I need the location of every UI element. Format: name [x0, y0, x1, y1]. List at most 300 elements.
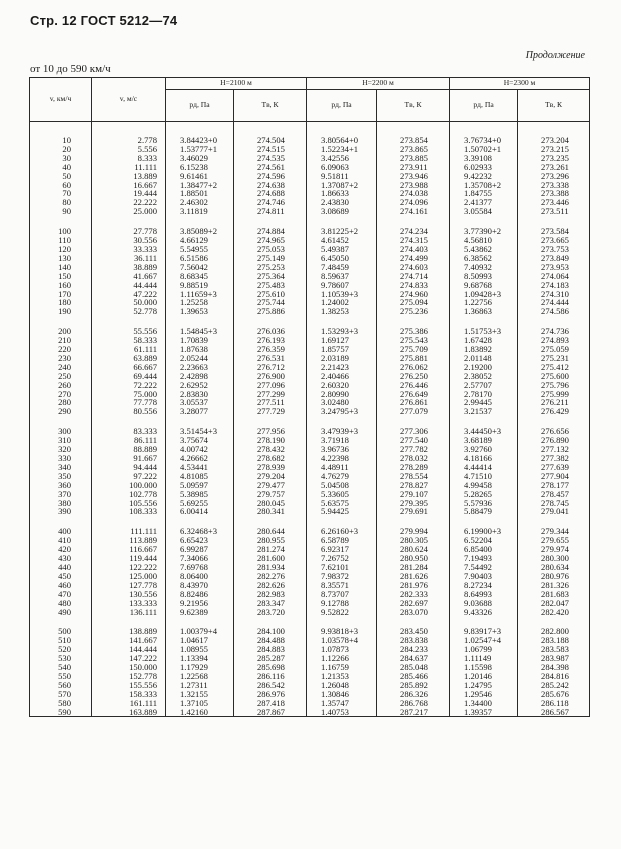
- table-cell: 6.85400: [450, 545, 518, 554]
- table-cell: 286.976: [234, 690, 307, 699]
- table-cell: 3.47939+3: [307, 427, 377, 436]
- table-cell: 1.12266: [307, 654, 377, 663]
- table-cell: 90: [30, 207, 92, 216]
- table-cell: 277.511: [234, 398, 307, 407]
- table-cell: 9.21956: [166, 599, 234, 608]
- table-cell: 1.22568: [166, 672, 234, 681]
- table-cell: 38.889: [92, 263, 166, 272]
- table-cell: 7.48459: [307, 263, 377, 272]
- table-cell: 2.43830: [307, 198, 377, 207]
- table-cell: 274.736: [518, 327, 590, 336]
- table-cell: 6.15238: [166, 163, 234, 172]
- table-cell: 140: [30, 263, 92, 272]
- table-cell: 280: [30, 398, 92, 407]
- table-cell: 274.234: [377, 227, 450, 236]
- table-cell: 5.57936: [450, 499, 518, 508]
- table-cell: 283.838: [377, 636, 450, 645]
- table-cell: 3.85089+2: [166, 227, 234, 236]
- table-cell: 273.584: [518, 227, 590, 236]
- table-cell: 274.596: [234, 172, 307, 181]
- table-cell: 6.51586: [166, 254, 234, 263]
- table-cell: 280.624: [377, 545, 450, 554]
- table-cell: 116.667: [92, 545, 166, 554]
- table-cell: 520: [30, 645, 92, 654]
- table-cell: 286.116: [234, 672, 307, 681]
- table-cell: 58.333: [92, 336, 166, 345]
- table-cell: 281.683: [518, 590, 590, 599]
- table-cell: 4.61452: [307, 236, 377, 245]
- table-cell: 530: [30, 654, 92, 663]
- table-row: [30, 145, 590, 154]
- table-cell: 7.40932: [450, 263, 518, 272]
- table-cell: 4.48911: [307, 463, 377, 472]
- table-cell: 9.88519: [166, 281, 234, 290]
- table-cell: 1.83892: [450, 345, 518, 354]
- table-cell: 275.253: [234, 263, 307, 272]
- table-cell: 2.46302: [166, 198, 234, 207]
- table-cell: 2.60320: [307, 381, 377, 390]
- table-row: [30, 445, 590, 454]
- table-cell: 276.890: [518, 436, 590, 445]
- table-cell: 274.310: [518, 290, 590, 299]
- table-cell: 282.983: [234, 590, 307, 599]
- table-cell: 460: [30, 581, 92, 590]
- table-cell: 8.68345: [166, 272, 234, 281]
- table-cell: 282.047: [518, 599, 590, 608]
- table-cell: 8.50993: [450, 272, 518, 281]
- table-cell: 1.22756: [450, 298, 518, 307]
- table-row: [30, 272, 590, 281]
- table-cell: 273.865: [377, 145, 450, 154]
- table-cell: 590: [30, 708, 92, 717]
- table-cell: 274.515: [234, 145, 307, 154]
- table-cell: 7.26752: [307, 554, 377, 563]
- table-cell: 250: [30, 372, 92, 381]
- table-cell: 60: [30, 181, 92, 190]
- table-cell: 41.667: [92, 272, 166, 281]
- table-cell: 1.26048: [307, 681, 377, 690]
- col-header-temperature: Tв, К: [518, 90, 590, 122]
- table-row: [30, 381, 590, 390]
- table-cell: 2.57707: [450, 381, 518, 390]
- table-cell: 7.90403: [450, 572, 518, 581]
- table-row: [30, 227, 590, 236]
- table-cell: 1.11149: [450, 654, 518, 663]
- table-cell: 72.222: [92, 381, 166, 390]
- table-cell: 2.40466: [307, 372, 377, 381]
- table-cell: 278.554: [377, 472, 450, 481]
- table-cell: 5.63575: [307, 499, 377, 508]
- table-cell: 275.094: [377, 298, 450, 307]
- table-cell: 5.54955: [166, 245, 234, 254]
- table-cell: 277.079: [377, 407, 450, 416]
- table-cell: 274.161: [377, 207, 450, 216]
- table-cell: 6.09063: [307, 163, 377, 172]
- table-cell: 2.03189: [307, 354, 377, 363]
- table-cell: 560: [30, 681, 92, 690]
- table-cell: 276.649: [377, 390, 450, 399]
- table-cell: 155.556: [92, 681, 166, 690]
- table-cell: 275.744: [234, 298, 307, 307]
- table-cell: 9.62389: [166, 608, 234, 617]
- table-cell: 11.111: [92, 163, 166, 172]
- table-cell: 273.946: [377, 172, 450, 181]
- table-cell: 1.52234+1: [307, 145, 377, 154]
- table-cell: 230: [30, 354, 92, 363]
- table-row: [30, 590, 590, 599]
- table-cell: 273.953: [518, 263, 590, 272]
- table-cell: 220: [30, 345, 92, 354]
- table-cell: 47.222: [92, 290, 166, 299]
- table-cell: 282.420: [518, 608, 590, 617]
- table-cell: 2.83830: [166, 390, 234, 399]
- table-row: [30, 581, 590, 590]
- table-cell: 273.854: [377, 122, 450, 145]
- table-cell: 286.567: [518, 708, 590, 717]
- table-row: [30, 454, 590, 463]
- table-cell: 330: [30, 454, 92, 463]
- table-cell: 94.444: [92, 463, 166, 472]
- table-cell: 283.720: [234, 608, 307, 617]
- group-spacer: [30, 616, 590, 627]
- table-cell: 279.041: [518, 507, 590, 516]
- table-cell: 275.386: [377, 327, 450, 336]
- table-cell: 277.132: [518, 445, 590, 454]
- table-cell: 274.586: [518, 307, 590, 316]
- table-cell: 130: [30, 254, 92, 263]
- table-cell: 278.289: [377, 463, 450, 472]
- table-cell: 1.07873: [307, 645, 377, 654]
- table-cell: 276.531: [234, 354, 307, 363]
- table-cell: 22.222: [92, 198, 166, 207]
- table-cell: 170: [30, 290, 92, 299]
- table-row: [30, 554, 590, 563]
- table-row: [30, 398, 590, 407]
- table-cell: 320: [30, 445, 92, 454]
- table-row: [30, 627, 590, 636]
- table-row: [30, 490, 590, 499]
- table-cell: 1.08955: [166, 645, 234, 654]
- table-cell: 3.28077: [166, 407, 234, 416]
- table-cell: 275.600: [518, 372, 590, 381]
- table-cell: 9.61461: [166, 172, 234, 181]
- table-cell: 5.88479: [450, 507, 518, 516]
- table-cell: 283.188: [518, 636, 590, 645]
- table-cell: 9.68768: [450, 281, 518, 290]
- table-cell: 1.88501: [166, 189, 234, 198]
- table-cell: 281.626: [377, 572, 450, 581]
- table-cell: 1.37087+2: [307, 181, 377, 190]
- table-cell: 270: [30, 390, 92, 399]
- table-cell: 287.418: [234, 699, 307, 708]
- table-cell: 7.19493: [450, 554, 518, 563]
- table-cell: 277.306: [377, 427, 450, 436]
- table-cell: 1.04617: [166, 636, 234, 645]
- table-cell: 274.096: [377, 198, 450, 207]
- table-cell: 3.02480: [307, 398, 377, 407]
- table-cell: 5.49387: [307, 245, 377, 254]
- table-cell: 16.667: [92, 181, 166, 190]
- table-cell: 2.99445: [450, 398, 518, 407]
- table-cell: 4.00742: [166, 445, 234, 454]
- table-cell: 274.183: [518, 281, 590, 290]
- table-cell: 282.800: [518, 627, 590, 636]
- table-cell: 279.994: [377, 527, 450, 536]
- group-spacer: [30, 516, 590, 527]
- table-cell: 273.235: [518, 154, 590, 163]
- table-cell: 141.667: [92, 636, 166, 645]
- col-header-temperature: Tв, К: [377, 90, 450, 122]
- table-cell: 8.27234: [450, 581, 518, 590]
- table-cell: 283.450: [377, 627, 450, 636]
- table-cell: 1.87638: [166, 345, 234, 354]
- table-row: [30, 372, 590, 381]
- table-cell: 9.78607: [307, 281, 377, 290]
- table-cell: 105.556: [92, 499, 166, 508]
- table-cell: 4.22398: [307, 454, 377, 463]
- table-cell: 4.53441: [166, 463, 234, 472]
- table-cell: 1.03578+4: [307, 636, 377, 645]
- table-cell: 280.976: [518, 572, 590, 581]
- table-cell: 150.000: [92, 663, 166, 672]
- table-cell: 8.43970: [166, 581, 234, 590]
- table-cell: 285.466: [377, 672, 450, 681]
- table-cell: 9.43326: [450, 608, 518, 617]
- group-spacer: [30, 416, 590, 427]
- table-cell: 108.333: [92, 507, 166, 516]
- table-cell: 1.24002: [307, 298, 377, 307]
- table-cell: 97.222: [92, 472, 166, 481]
- col-header-v-ms: v, м/с: [92, 78, 166, 122]
- table-cell: 278.032: [377, 454, 450, 463]
- table-cell: 274.603: [377, 263, 450, 272]
- table-cell: 110: [30, 236, 92, 245]
- table-cell: 380: [30, 499, 92, 508]
- table-cell: 163.889: [92, 708, 166, 717]
- table-row: [30, 681, 590, 690]
- table-cell: 2.78170: [450, 390, 518, 399]
- table-cell: 273.511: [518, 207, 590, 216]
- table-row: [30, 608, 590, 617]
- table-row: [30, 172, 590, 181]
- table-cell: 3.77390+2: [450, 227, 518, 236]
- table-cell: 2.80990: [307, 390, 377, 399]
- table-cell: 274.638: [234, 181, 307, 190]
- table-row: [30, 254, 590, 263]
- table-cell: 285.048: [377, 663, 450, 672]
- table-row: [30, 363, 590, 372]
- table-cell: 281.976: [377, 581, 450, 590]
- table-cell: 6.26160+3: [307, 527, 377, 536]
- table-cell: 273.988: [377, 181, 450, 190]
- table-cell: 3.96736: [307, 445, 377, 454]
- table-row: [30, 536, 590, 545]
- table-row: [30, 654, 590, 663]
- table-cell: 5.04508: [307, 481, 377, 490]
- table-cell: 276.250: [377, 372, 450, 381]
- table-cell: 279.395: [377, 499, 450, 508]
- table-cell: 1.40753: [307, 708, 377, 717]
- table-cell: 1.13394: [166, 654, 234, 663]
- table-cell: 69.444: [92, 372, 166, 381]
- table-cell: 410: [30, 536, 92, 545]
- table-row: [30, 463, 590, 472]
- table-cell: 2.42898: [166, 372, 234, 381]
- table-row: [30, 545, 590, 554]
- table-cell: 400: [30, 527, 92, 536]
- table-cell: 286.118: [518, 699, 590, 708]
- table-body: [30, 122, 590, 717]
- table-cell: 83.333: [92, 427, 166, 436]
- table-cell: 490: [30, 608, 92, 617]
- table-cell: 274.688: [234, 189, 307, 198]
- table-cell: 50: [30, 172, 92, 181]
- table-row: [30, 281, 590, 290]
- table-cell: 3.76734+0: [450, 122, 518, 145]
- table-cell: 275.483: [234, 281, 307, 290]
- table-cell: 500: [30, 627, 92, 636]
- table-cell: 1.39357: [450, 708, 518, 717]
- table-cell: 1.69127: [307, 336, 377, 345]
- table-cell: 1.50702+1: [450, 145, 518, 154]
- table-cell: 273.296: [518, 172, 590, 181]
- table-row: [30, 481, 590, 490]
- table-cell: 283.583: [518, 645, 590, 654]
- table-cell: 161.111: [92, 699, 166, 708]
- table-cell: 278.190: [234, 436, 307, 445]
- table-row: [30, 298, 590, 307]
- table-cell: 111.111: [92, 527, 166, 536]
- table-cell: 158.333: [92, 690, 166, 699]
- table-cell: 6.45050: [307, 254, 377, 263]
- table-row: [30, 390, 590, 399]
- table-cell: 1.35747: [307, 699, 377, 708]
- table-row: [30, 708, 590, 717]
- table-cell: 276.656: [518, 427, 590, 436]
- table-cell: 30.556: [92, 236, 166, 245]
- table-cell: 283.347: [234, 599, 307, 608]
- table-cell: 273.261: [518, 163, 590, 172]
- table-cell: 470: [30, 590, 92, 599]
- table-cell: 33.333: [92, 245, 166, 254]
- table-cell: 27.778: [92, 227, 166, 236]
- table-cell: 440: [30, 563, 92, 572]
- table-cell: 3.05584: [450, 207, 518, 216]
- table-cell: 279.691: [377, 507, 450, 516]
- data-table: [29, 77, 590, 717]
- table-cell: 9.03688: [450, 599, 518, 608]
- table-cell: 273.388: [518, 189, 590, 198]
- table-cell: 1.34400: [450, 699, 518, 708]
- table-cell: 88.889: [92, 445, 166, 454]
- table-cell: 276.429: [518, 407, 590, 416]
- table-cell: 273.849: [518, 254, 590, 263]
- table-cell: 9.51811: [307, 172, 377, 181]
- table-cell: 3.08689: [307, 207, 377, 216]
- table-cell: 287.217: [377, 708, 450, 717]
- table-cell: 100: [30, 227, 92, 236]
- table-cell: 86.111: [92, 436, 166, 445]
- table-cell: 280.634: [518, 563, 590, 572]
- table-cell: 9.42232: [450, 172, 518, 181]
- table-cell: 284.883: [234, 645, 307, 654]
- table-cell: 1.53777+1: [166, 145, 234, 154]
- table-cell: 77.778: [92, 398, 166, 407]
- table-cell: 4.81085: [166, 472, 234, 481]
- table-cell: 3.71918: [307, 436, 377, 445]
- table-cell: 279.107: [377, 490, 450, 499]
- table-cell: 275.231: [518, 354, 590, 363]
- table-cell: 273.665: [518, 236, 590, 245]
- table-row: [30, 499, 590, 508]
- col-header-pressure: pд, Па: [307, 90, 377, 122]
- table-row: [30, 672, 590, 681]
- table-row: [30, 645, 590, 654]
- table-cell: 274.893: [518, 336, 590, 345]
- table-cell: 5.38985: [166, 490, 234, 499]
- table-cell: 3.44450+3: [450, 427, 518, 436]
- table-cell: 274.833: [377, 281, 450, 290]
- table-cell: 278.432: [234, 445, 307, 454]
- table-cell: 275.543: [377, 336, 450, 345]
- table-cell: 283.987: [518, 654, 590, 663]
- table-cell: 275.149: [234, 254, 307, 263]
- table-cell: 3.75674: [166, 436, 234, 445]
- table-cell: 1.21353: [307, 672, 377, 681]
- table-cell: 274.884: [234, 227, 307, 236]
- table-row: [30, 163, 590, 172]
- table-cell: 240: [30, 363, 92, 372]
- table-cell: 275.881: [377, 354, 450, 363]
- table-cell: 286.326: [377, 690, 450, 699]
- table-row: [30, 189, 590, 198]
- table-cell: 6.19900+3: [450, 527, 518, 536]
- table-cell: 6.99287: [166, 545, 234, 554]
- table-cell: 3.24795+3: [307, 407, 377, 416]
- table-cell: 1.37105: [166, 699, 234, 708]
- table-cell: 5.09597: [166, 481, 234, 490]
- table-cell: 276.036: [234, 327, 307, 336]
- table-cell: 3.92760: [450, 445, 518, 454]
- table-cell: 1.24795: [450, 681, 518, 690]
- table-cell: 276.861: [377, 398, 450, 407]
- table-cell: 9.83917+3: [450, 627, 518, 636]
- page-title: Стр. 12 ГОСТ 5212—74: [30, 13, 178, 28]
- table-cell: 277.096: [234, 381, 307, 390]
- table-cell: 9.52822: [307, 608, 377, 617]
- table-cell: 274.714: [377, 272, 450, 281]
- table-cell: 113.889: [92, 536, 166, 545]
- table-cell: 274.064: [518, 272, 590, 281]
- table-cell: 1.86633: [307, 189, 377, 198]
- table-row: [30, 507, 590, 516]
- table-cell: 300: [30, 427, 92, 436]
- table-row: [30, 122, 590, 145]
- table-row: [30, 427, 590, 436]
- table-cell: 281.326: [518, 581, 590, 590]
- table-cell: 370: [30, 490, 92, 499]
- group-spacer: [30, 316, 590, 327]
- table-cell: 200: [30, 327, 92, 336]
- table-cell: 2.23663: [166, 363, 234, 372]
- table-cell: 279.974: [518, 545, 590, 554]
- table-cell: 1.17929: [166, 663, 234, 672]
- table-cell: 9.93818+3: [307, 627, 377, 636]
- table-cell: 1.16759: [307, 663, 377, 672]
- table-cell: 138.889: [92, 627, 166, 636]
- table-cell: 275.610: [234, 290, 307, 299]
- table-cell: 273.215: [518, 145, 590, 154]
